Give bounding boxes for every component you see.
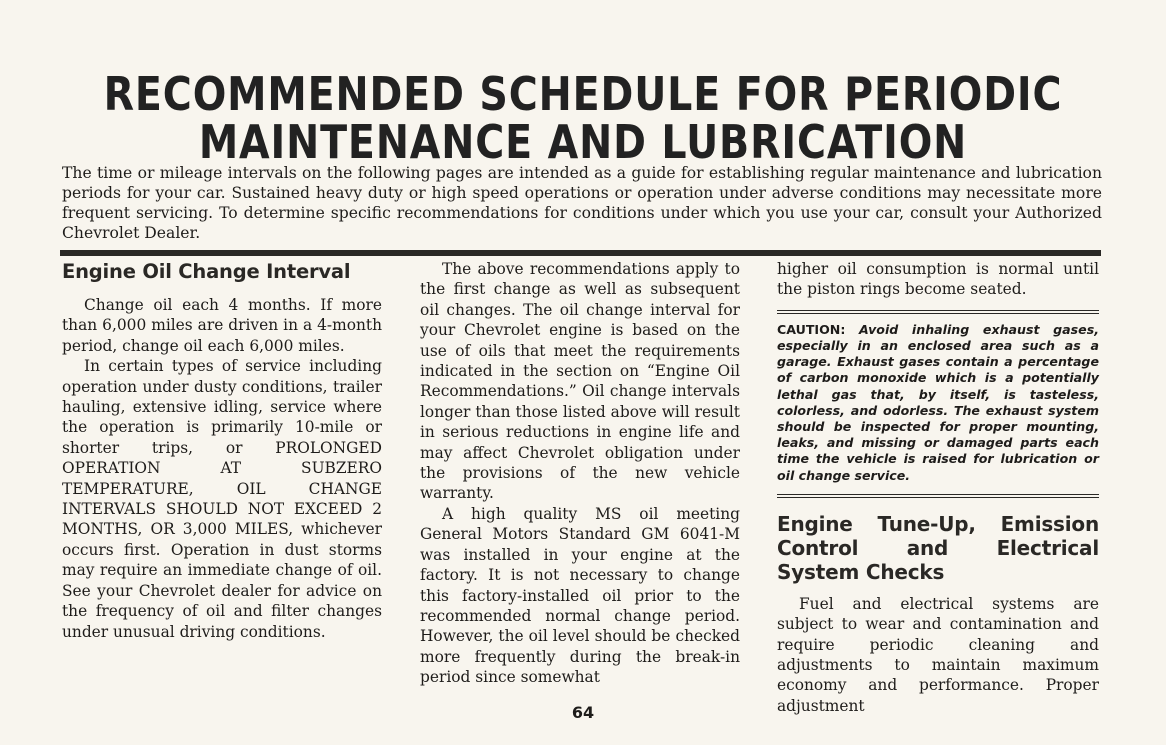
caution-top-rule xyxy=(777,310,1099,314)
tune-up-heading: Engine Tune-Up, Emission Control and Electrical System Checks xyxy=(777,511,1099,584)
tune-up-paragraph: Fuel and electrical systems are subject to wear and contamination and require periodic cleaning and adjustments to maintain maximum economy and performance. Proper adjustment xyxy=(777,594,1099,715)
recommendations-paragraph: The above recommendations apply to the first change as well as subsequent oil changes. The oil change interval for your Chevrolet engine is based on the use of oils that meet the requirements indicated in the section on “Engine Oil Recommendations.” Oil change intervals longer than those listed above will result in serious reductions in engine life and may affect Chevrolet obligation under the provisions of the new vehicle warranty. xyxy=(420,260,740,503)
column-2 xyxy=(420,259,740,688)
intro-paragraph: The time or mileage intervals on the following pages are intended as a guide for establishing regular maintenance and lubrication periods for your car. Sustained heavy duty or high speed operations or operation under adverse conditions may necessitate more frequent servicing. To determine specific recommendations for conditions under which you use your car, consult your Authorized Chevrolet Dealer. xyxy=(62,164,1102,242)
oil-change-paragraph-1: Change oil each 4 months. If more than 6,000 miles are driven in a 4-month period, change oil each 6,000 miles. xyxy=(62,296,382,355)
page-title-line-2: MAINTENANCE AND LUBRICATION xyxy=(198,115,968,169)
caution-box xyxy=(777,322,1099,484)
oil-change-heading: Engine Oil Change Interval xyxy=(62,260,351,283)
ms-oil-paragraph: A high quality MS oil meeting General Motors Standard GM 6041-M was installed in your engine at the factory. It is not necessary to change this factory-installed oil prior to the recommended normal change period. However, the oil level should be checked more frequently during the break-in period since somewhat xyxy=(420,504,740,687)
oil-consumption-paragraph: higher oil consumption is normal until the piston rings become seated. xyxy=(777,260,1099,299)
caution-label: CAUTION: xyxy=(777,321,846,337)
section-divider xyxy=(60,250,1101,256)
column-3 xyxy=(777,259,1099,716)
page-title-line-1: RECOMMENDED SCHEDULE FOR PERIODIC xyxy=(103,67,1063,121)
column-1 xyxy=(62,258,382,642)
caution-bottom-rule xyxy=(777,494,1099,498)
page-number: 64 xyxy=(571,703,595,722)
caution-text: Avoid inhaling exhaust gases, especially in an enclosed area such as a garage. Exhaust gases contain a percentage of carbon monoxide which is a potentially lethal gas that, by itself, is tasteless, colorless, and odorless. The exhaust system should be inspected for proper mounting, leaks, and missing or damaged parts each time the vehicle is raised for lubrication or oil change service. xyxy=(777,321,1099,483)
oil-change-paragraph-2: In certain types of service including operation under dusty conditions, trailer hauling, extensive idling, service where the operation is primarily 10-mile or shorter trips, or PROLONGED OPERATION AT SUBZERO TEMPERATURE, OIL CHANGE INTERVALS SHOULD NOT EXCEED 2 MONTHS, OR 3,000 MILES, whichever occurs first. Operation in dust storms may require an immediate change of oil. See your Chevrolet dealer for advice on the frequency of oil and filter changes under unusual driving conditions. xyxy=(62,357,382,641)
